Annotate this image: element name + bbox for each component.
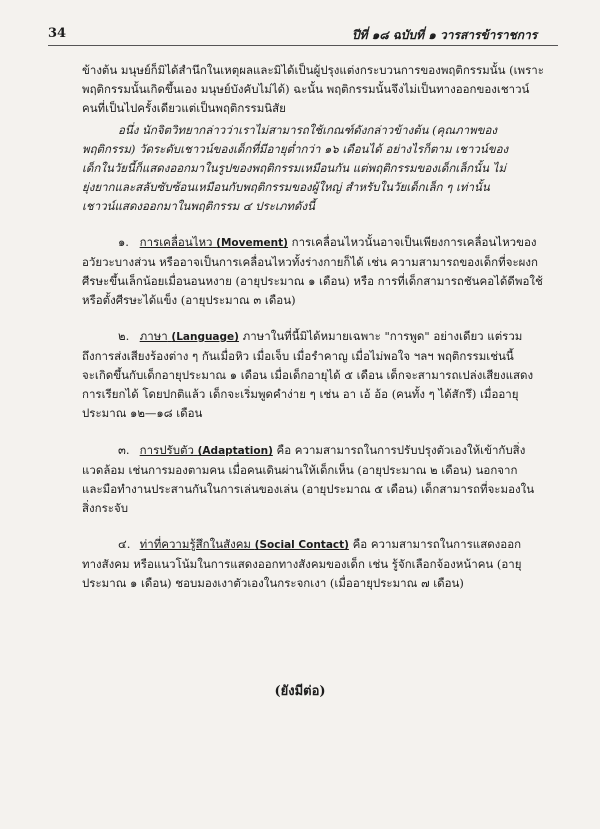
section-line: ประมาณ ๑๒—๑๘ เดือน: [82, 406, 203, 420]
section-heading-movement: [118, 234, 560, 252]
section-title-english: (Adaptation): [197, 445, 273, 457]
paragraph-line: เด็กในวัยนี้ก็แสดงออกมาในรูปของพฤติกรรมเหมือนกัน แต่พฤติกรรมของเด็กเล็กนั้น ไม่: [82, 161, 506, 175]
section-line: ประมาณ ๑ เดือน) ชอบมองเงาตัวเองในกระจกเงา (เมื่ออายุประมาณ ๗ เดือน): [82, 576, 464, 590]
section-line: การเรียกได้ โดยปกติแล้ว เด็กจะเริ่มพูดคำง่าย ๆ เช่น อา เอ้ อ้อ (คนทั้ง ๆ ได้สักรึ) เมื่ออายุ: [82, 387, 519, 401]
section-title-thai: ท่าที่ความรู้สึกในสังคม: [139, 537, 252, 551]
paragraph-line: ยุ่งยากและสลับซับซ้อนเหมือนกับพฤติกรรมของผู้ใหญ่ สำหรับในวัยเด็กเล็ก ๆ เท่านั้น: [82, 180, 490, 194]
section-first-line: คือ ความสามารถในการปรับปรุงตัวเองให้เข้ากับสิ่ง: [276, 443, 526, 457]
section-line: ทางสังคม หรือแนวโน้มในการแสดงออกทางสังคมของเด็ก เช่น รู้จักเลือกจ้องหน้าคน (อายุ: [82, 557, 522, 571]
running-title: ปีที่ ๑๘ ฉบับที่ ๑ วารสารข้าราชการ: [352, 28, 538, 42]
paragraph-line: ข้างต้น มนุษย์ก็มิได้สำนึกในเหตุผลและมิได้เป็นผู้ปรุงแต่งกระบวนการของพฤติกรรมนั้น (เพราะ: [82, 63, 544, 77]
paragraph-line: คนที่เป็นไปครั้งเดียวแต่เป็นพฤติกรรมนิสัย: [82, 101, 286, 115]
section-title: [140, 537, 349, 551]
section-heading-social-contact: [118, 536, 560, 554]
paragraph-line: เชาวน์แสดงออกมาในพฤติกรรม ๔ ประเภทดังนี้: [82, 199, 315, 213]
section-title: [140, 443, 273, 457]
section-number: ๔.: [118, 537, 131, 551]
header-rule: [48, 45, 558, 46]
paragraph-line: พฤติกรรมนั้นเกิดขึ้นเอง มนุษย์บังคับไม่ได้) ฉะนั้น พฤติกรรมนั้นจึงไม่เป็นทางออกของเชาวน์: [82, 82, 530, 96]
section-first-line: การเคลื่อนไหวนั้นอาจเป็นเพียงการเคลื่อนไหวของ: [291, 235, 537, 249]
paragraph-line: พฤติกรรม) วัดระดับเชาวน์ของเด็กที่มีอายุต่ำกว่า ๑๖ เดือนได้ อย่างไรก็ตาม เชาวน์ของ: [82, 142, 509, 156]
section-title-english: (Language): [171, 331, 239, 343]
paragraph-line: อนึ่ง นักจิตวิทยากล่าวว่าเราไม่สามารถใช้เกณฑ์ดังกล่าวข้างต้น (คุณภาพของ: [118, 123, 498, 137]
section-number: ๓.: [118, 443, 130, 457]
section-first-line: คือ ความสามารถในการแสดงออก: [352, 537, 522, 551]
section-line: ถึงการส่งเสียงร้องต่าง ๆ กันเมื่อหิว เมื่อเจ็บ เมื่อรำคาญ เมื่อไม่พอใจ ฯลฯ พฤติกรรมเช่นนี้: [82, 349, 514, 363]
page-number: 34: [48, 26, 67, 41]
section-title-english: (Social Contact): [254, 539, 349, 551]
section-title-thai: การเคลื่อนไหว: [139, 235, 213, 249]
continued-note: (ยังมีต่อ): [274, 684, 326, 699]
section-title-thai: การปรับตัว: [139, 443, 194, 457]
section-line: สิ่งกระจับ: [82, 501, 128, 515]
section-line: และมือทำงานประสานกันในการเล่นของเล่น (อายุประมาณ ๕ เดือน) เด็กสามารถที่จะมองใน: [82, 482, 535, 496]
section-line: แวดล้อม เช่นการมองตามคน เมื่อคนเดินผ่านให้เด็กเห็น (อายุประมาณ ๒ เดือน) นอกจาก: [82, 463, 518, 477]
section-line: หรือตั้งศีรษะได้แข็ง (อายุประมาณ ๓ เดือน): [82, 293, 296, 307]
section-title-english: (Movement): [216, 237, 288, 249]
section-title: [140, 235, 288, 249]
section-line: อวัยวะบางส่วน หรืออาจเป็นการเคลื่อนไหวทั้งร่างกายก็ได้ เช่น ความสามารถของเด็กที่จะผงก: [82, 255, 538, 269]
section-line: ศีรษะขึ้นเล็กน้อยเมื่อนอนหงาย (อายุประมาณ ๑ เดือน) หรือ การที่เด็กสามารถชันคอได้ดีพอใช้: [82, 274, 543, 288]
section-heading-adaptation: [118, 442, 560, 460]
section-title: [140, 329, 239, 343]
section-title-thai: ภาษา: [139, 329, 168, 343]
section-number: ๒.: [118, 329, 130, 343]
section-heading-language: [118, 328, 560, 346]
section-line: จะเกิดขึ้นกับเด็กอายุประมาณ ๑ เดือน เมื่อเด็กอายุได้ ๕ เดือน เด็กจะสามารถเปล่งเสียงแสดง: [82, 368, 534, 382]
section-first-line: ภาษาในที่นี้มิได้หมายเฉพาะ "การพูด" อย่างเดียว แต่รวม: [242, 329, 523, 343]
section-number: ๑.: [118, 235, 129, 249]
